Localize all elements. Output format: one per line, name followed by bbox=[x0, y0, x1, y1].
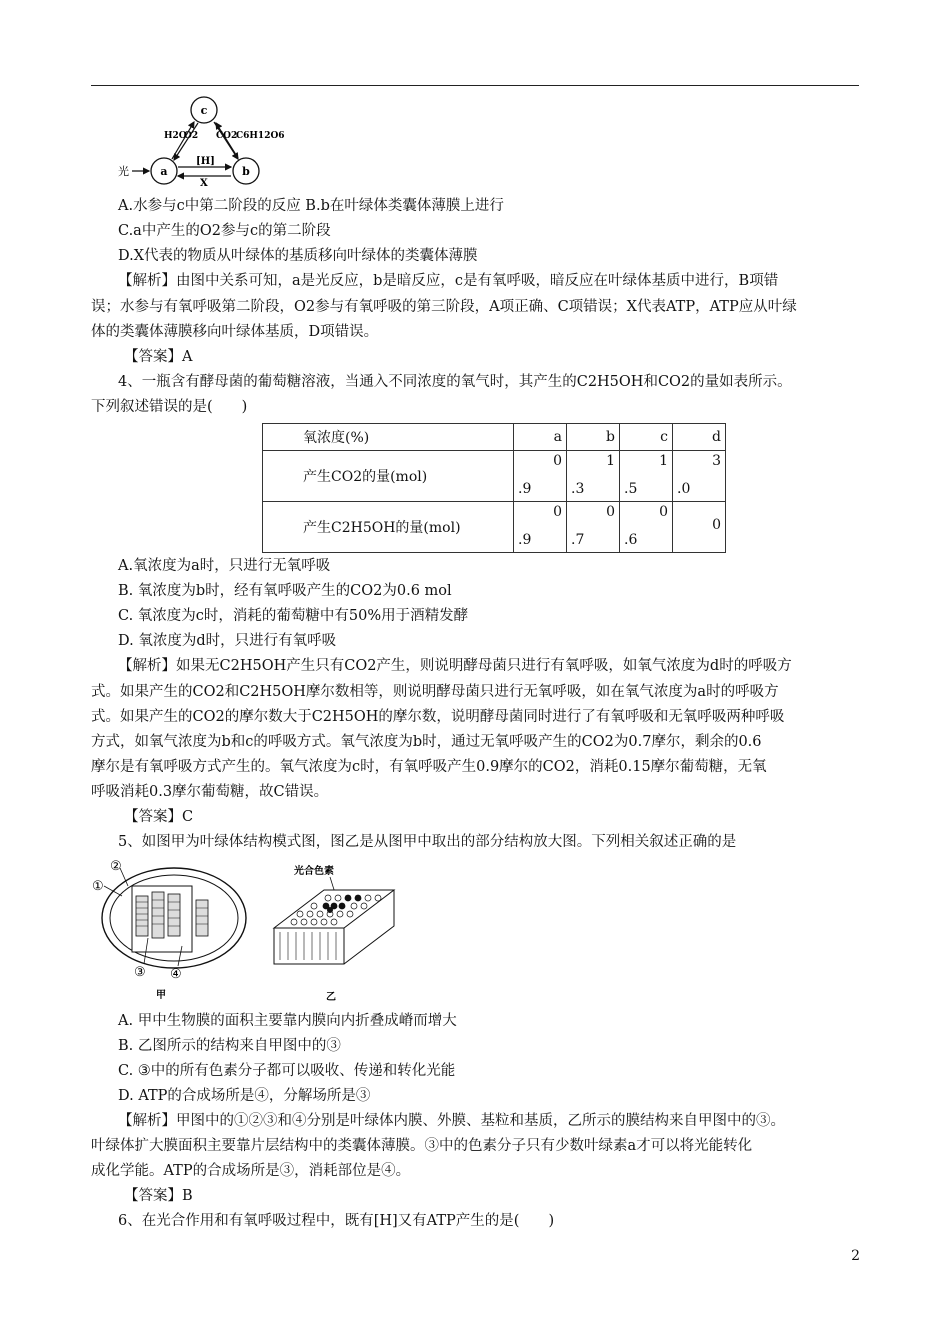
thylakoid-membrane-figure-yi bbox=[264, 858, 404, 1004]
photosynthesis-respiration-diagram bbox=[118, 92, 285, 189]
q4-analysis-line: 式。如果产生的CO2的摩尔数大于C2H5OH的摩尔数，说明酵母菌同时进行了有氧呼吸和无氧呼吸两种呼吸 bbox=[91, 709, 785, 725]
q4-stem-line: 4、一瓶含有酵母菌的葡萄糖溶液，当通入不同浓度的氧气时，其产生的C2H5OH和CO2的量如表所示。 bbox=[118, 374, 792, 390]
q3-option-c: C.a中产生的O2参与c的第二阶段 bbox=[118, 223, 331, 239]
q4-option: B. 氧浓度为b时，经有氧呼吸产生的CO2为0.6 mol bbox=[118, 583, 452, 599]
q4-analysis-line: 摩尔是有氧呼吸方式产生的。氧气浓度为c时，有氧呼吸产生0.9摩尔的CO2，消耗0.15摩尔葡萄糖，无氧 bbox=[91, 759, 767, 775]
table-header-cell: 氧浓度(%) bbox=[263, 424, 514, 451]
node-b-label: b bbox=[242, 165, 250, 178]
label-1: ① bbox=[92, 879, 104, 894]
light-label: 光 bbox=[118, 165, 129, 178]
q3-analysis-line: 【解析】由图中关系可知，a是光反应，b是暗反应，c是有氧呼吸，暗反应在叶绿体基质中进行，B项错 bbox=[118, 273, 779, 289]
caption-jia: 甲 bbox=[156, 990, 166, 1001]
label-3: ③ bbox=[134, 965, 146, 980]
table-row-label: 产生CO2的量(mol) bbox=[263, 451, 514, 502]
table-header-cell: c bbox=[620, 424, 673, 451]
label-h2o: H2O bbox=[164, 131, 187, 141]
q5-analysis-line: 【解析】甲图中的①②③和④分别是叶绿体内膜、外膜、基粒和基质，乙所示的膜结构来自甲图中的③。 bbox=[118, 1113, 785, 1129]
table-row bbox=[263, 451, 726, 502]
q4-analysis-line: 【解析】如果无C2H5OH产生只有CO2产生，则说明酵母菌只进行有氧呼吸，如氧气浓度为d时的呼吸方 bbox=[118, 658, 792, 674]
q3-analysis-line: 体的类囊体薄膜移向叶绿体基质，D项错误。 bbox=[91, 324, 379, 340]
q3-option-d: D.X代表的物质从叶绿体的基质移向叶绿体的类囊体薄膜 bbox=[118, 248, 478, 264]
q5-option: C. ③中的所有色素分子都可以吸收、传递和转化光能 bbox=[118, 1063, 456, 1079]
q5-option: D. ATP的合成场所是④，分解场所是③ bbox=[118, 1088, 371, 1104]
table-cell: 0 .9 bbox=[514, 451, 567, 502]
q5-option: A. 甲中生物膜的面积主要靠内膜向内折叠成嵴而增大 bbox=[118, 1013, 457, 1029]
q4-option: D. 氧浓度为d时，只进行有氧呼吸 bbox=[118, 633, 337, 649]
page-number: 2 bbox=[851, 1248, 860, 1264]
q5-answer: 【答案】B bbox=[124, 1188, 193, 1204]
label-c6h12o6: C6H12O6 bbox=[236, 131, 285, 141]
table-row-label: 产生C2H5OH的量(mol) bbox=[263, 502, 514, 553]
q5-option: B. 乙图所示的结构来自甲图中的③ bbox=[118, 1038, 341, 1054]
q5-analysis-line: 叶绿体扩大膜面积主要靠片层结构中的类囊体薄膜。③中的色素分子只有少数叶绿素a才可以将光能转化 bbox=[91, 1138, 753, 1154]
table-header-row bbox=[263, 424, 726, 451]
table-row bbox=[263, 502, 726, 553]
table-header-cell: a bbox=[514, 424, 567, 451]
caption-title: 光合色素 bbox=[294, 866, 334, 877]
q3-analysis-line: 误；水参与有氧呼吸第二阶段，O2参与有氧呼吸的第三阶段，A项正确、C项错误；X代表ATP，ATP应从叶绿 bbox=[91, 299, 797, 315]
q6-stem: 6、在光合作用和有氧呼吸过程中，既有[H]又有ATP产生的是( ) bbox=[118, 1213, 555, 1229]
q4-stem-line: 下列叙述错误的是( ) bbox=[91, 399, 248, 415]
table-cell: 1 .5 bbox=[620, 451, 673, 502]
caption-yi: 乙 bbox=[326, 992, 336, 1003]
label-2: ② bbox=[110, 859, 122, 874]
label-co2: CO2 bbox=[216, 131, 238, 141]
table-cell: 3 .0 bbox=[673, 451, 726, 502]
table-cell: 0 .9 bbox=[514, 502, 567, 553]
label-o2: O2 bbox=[184, 131, 199, 141]
q4-analysis-line: 式。如果产生的CO2和C2H5OH摩尔数相等，则说明酵母菌只进行无氧呼吸，如在氧气浓度为a时的呼吸方 bbox=[91, 684, 779, 700]
q5-stem: 5、如图甲为叶绿体结构模式图，图乙是从图甲中取出的部分结构放大图。下列相关叙述正确的是 bbox=[118, 834, 737, 850]
label-h: [H] bbox=[196, 156, 215, 167]
q4-analysis-line: 呼吸消耗0.3摩尔葡萄糖，故C错误。 bbox=[91, 784, 329, 800]
table-cell: 1 .3 bbox=[567, 451, 620, 502]
q4-data-table bbox=[262, 423, 726, 553]
q4-answer: 【答案】C bbox=[124, 809, 194, 825]
q5-analysis-line: 成化学能。ATP的合成场所是③，消耗部位是④。 bbox=[91, 1163, 411, 1179]
table-header-cell: b bbox=[567, 424, 620, 451]
q4-analysis-line: 方式，如氧气浓度为b和c的呼吸方式。氧气浓度为b时，通过无氧呼吸产生的CO2为0.7摩尔，剩余的0.6 bbox=[91, 734, 762, 750]
table-cell: 0 .6 bbox=[620, 502, 673, 553]
q4-option: A.氧浓度为a时，只进行无氧呼吸 bbox=[118, 558, 331, 574]
q3-option-ab: A.水参与c中第二阶段的反应 B.b在叶绿体类囊体薄膜上进行 bbox=[118, 198, 504, 214]
label-x: X bbox=[200, 178, 208, 189]
table-header-cell: d bbox=[673, 424, 726, 451]
table-cell: 0 bbox=[673, 502, 726, 553]
node-c-label: c bbox=[200, 104, 208, 117]
q3-answer: 【答案】A bbox=[124, 349, 193, 365]
node-a-label: a bbox=[160, 165, 168, 178]
q4-option: C. 氧浓度为c时，消耗的葡萄糖中有50%用于酒精发酵 bbox=[118, 608, 469, 624]
chloroplast-figure-jia bbox=[92, 856, 252, 1002]
label-4: ④ bbox=[170, 967, 182, 982]
header-rule bbox=[91, 85, 859, 86]
table-cell: 0 .7 bbox=[567, 502, 620, 553]
